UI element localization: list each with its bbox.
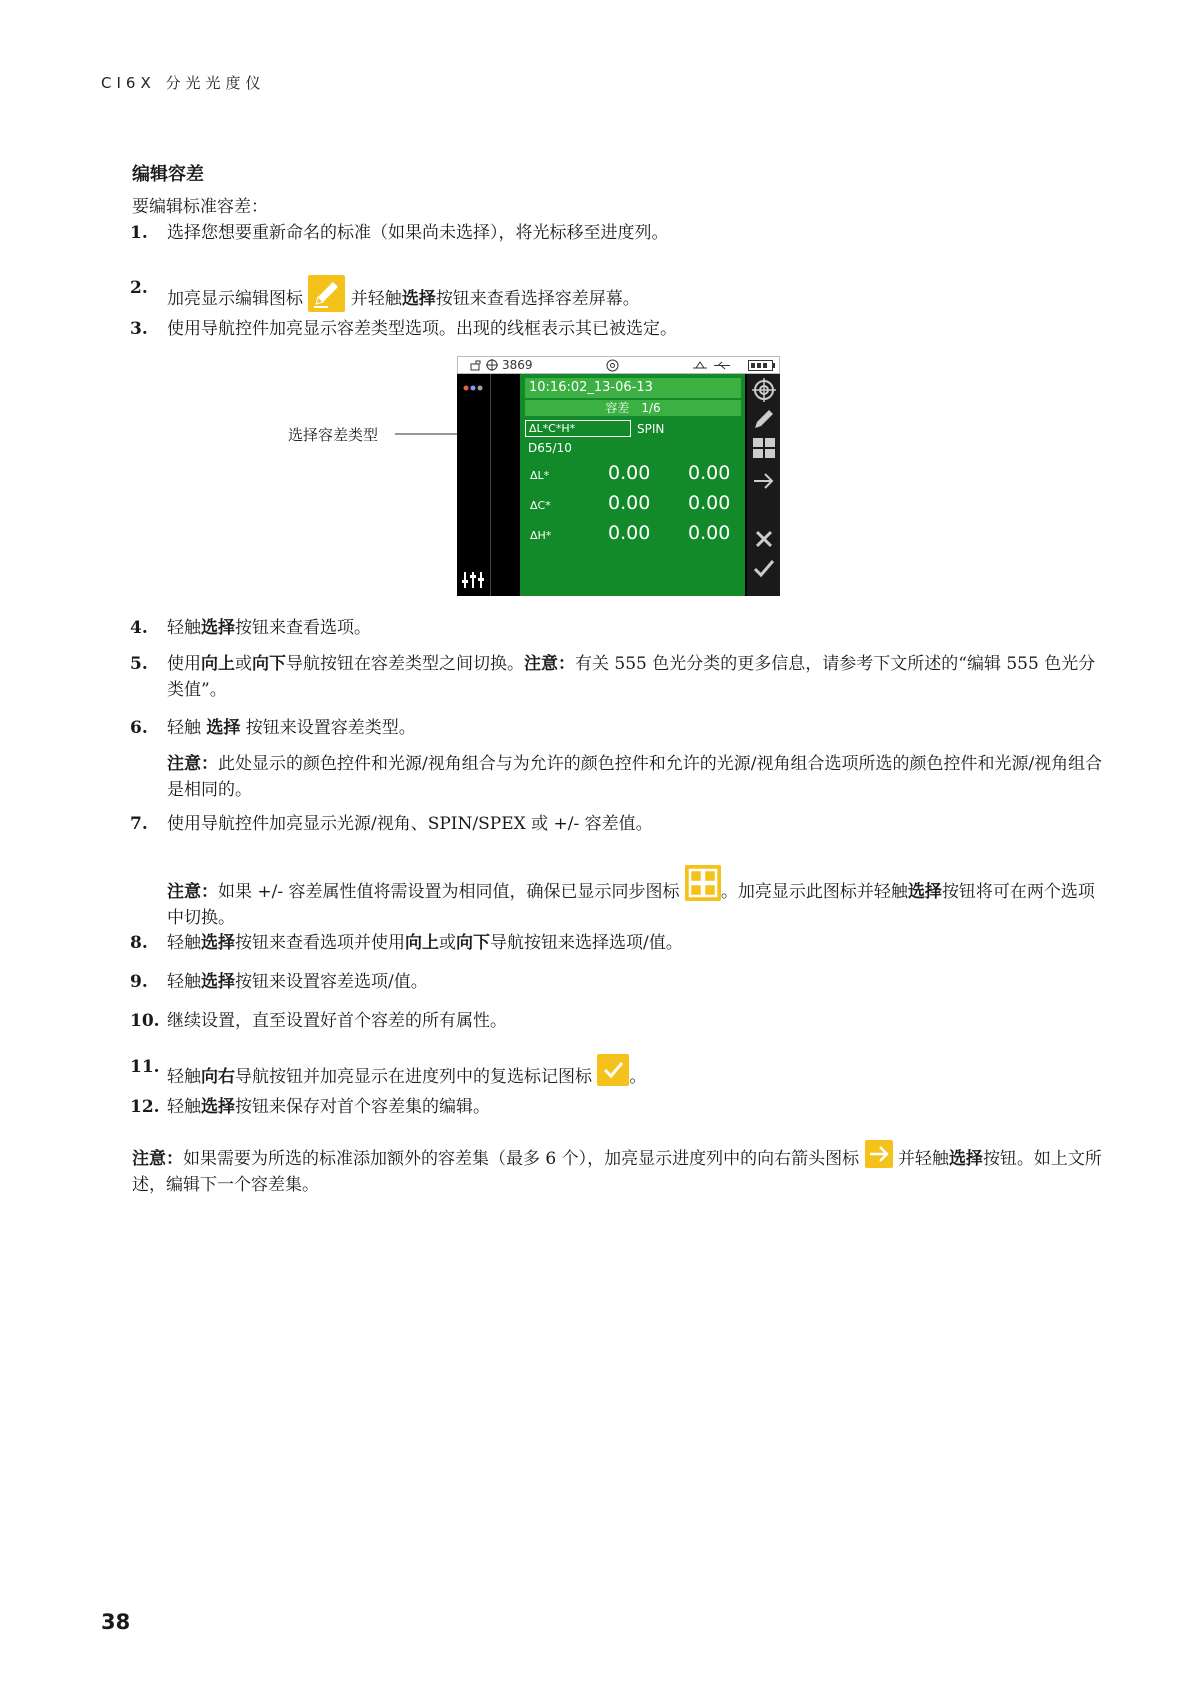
- status-id: 3869: [502, 358, 533, 372]
- section-title: 编辑容差: [132, 164, 204, 185]
- crosshair-icon: [486, 359, 498, 371]
- color-dots-icon: [463, 385, 485, 391]
- status-bar: [457, 356, 780, 374]
- left-column: [457, 374, 490, 596]
- step-number: 4.: [130, 618, 148, 638]
- step-text: 使用向上或向下导航按钮在容差类型之间切换。注意：有关 555 色光分类的更多信息，请参考下文所述的“编辑 555 色光分类值”。: [167, 654, 1096, 700]
- sliders-icon: [461, 570, 485, 590]
- final-note: 注意：如果需要为所选的标准添加额外的容差集（最多 6 个），加亮显示进度列中的向右箭头图标 并轻触选择按钮。如上文所述，编辑下一个容差集。: [132, 1140, 1107, 1198]
- unlock-icon: [470, 359, 482, 371]
- step-text: 轻触选择按钮来查看选项并使用向上或向下导航按钮来选择选项/值。: [167, 933, 683, 953]
- page-number: 38: [101, 1610, 131, 1634]
- checkmark-icon: [597, 1054, 629, 1086]
- battery-icon: [748, 360, 776, 371]
- step-text: 轻触选择按钮来保存对首个容差集的编辑。: [167, 1097, 490, 1117]
- row-label: ΔC*: [530, 499, 551, 512]
- edit-pencil-icon: [308, 275, 345, 312]
- step-text: 使用导航控件加亮显示光源/视角、SPIN/SPEX 或 +/- 容差值。: [167, 814, 653, 834]
- checkmark-icon[interactable]: [752, 558, 776, 578]
- step-number: 6.: [130, 718, 148, 738]
- running-header: CI6X 分光光度仪: [101, 74, 266, 92]
- right-toolbar: [747, 374, 780, 596]
- target-measure-icon[interactable]: [752, 378, 776, 402]
- usb-icon: [713, 360, 731, 371]
- sync-grid-icon: [685, 865, 721, 901]
- step-number: 12.: [130, 1097, 160, 1117]
- row-value: 0.00: [688, 492, 731, 514]
- step-number: 10.: [130, 1011, 160, 1031]
- note-6: 注意：此处显示的颜色控件和光源/视角组合与为允许的颜色控件和允许的光源/视角组合选项所选的颜色控件和光源/视角组合是相同的。: [167, 754, 1103, 800]
- progress-column: [490, 374, 521, 596]
- row-value: 0.00: [608, 522, 651, 544]
- step-text: 选择您想要重新命名的标准（如果尚未选择），将光标移至进度列。: [167, 223, 669, 243]
- tolerance-type-selection[interactable]: ΔL*C*H*: [525, 420, 631, 437]
- figure-callout-label: 选择容差类型: [288, 426, 379, 444]
- close-x-icon[interactable]: [754, 529, 774, 549]
- device-screen-figure: [457, 356, 780, 596]
- row-label: ΔL*: [530, 469, 550, 482]
- grid-icon[interactable]: [752, 437, 776, 459]
- step-text: 继续设置，直至设置好首个容差的所有属性。: [167, 1011, 507, 1031]
- target-icon: [606, 359, 619, 372]
- step-number: 8.: [130, 933, 148, 953]
- spin-label: SPIN: [637, 422, 665, 436]
- step-text: 轻触向右导航按钮并加亮显示在进度列中的复选标记图标 。: [167, 1054, 1200, 1090]
- illuminant-label: D65/10: [528, 441, 572, 455]
- row-value: 0.00: [608, 462, 651, 484]
- step-text: 轻触选择按钮来查看选项。: [167, 618, 371, 638]
- tolerance-count-bar: 容差 1/6: [525, 400, 741, 416]
- step-number: 11.: [130, 1057, 160, 1077]
- step-text: 加亮显示编辑图标 并轻触选择按钮来查看选择容差屏幕。: [167, 275, 1200, 312]
- intro-text: 要编辑标准容差：: [132, 197, 268, 217]
- tolerance-panel: [520, 374, 745, 596]
- arrow-right-icon: [865, 1140, 893, 1168]
- step-text: 轻触 选择 按钮来设置容差类型。: [167, 718, 416, 738]
- timestamp-bar: 10:16:02_13-06-13: [525, 378, 741, 398]
- step-text: 使用导航控件加亮显示容差类型选项。出现的线框表示其已被选定。: [167, 319, 677, 339]
- note-7: 注意：如果 +/- 容差属性值将需设置为相同值，确保已显示同步图标 。加亮显示此图标并轻触选择按钮将可在两个选项中切换。: [167, 865, 1107, 931]
- step-number: 7.: [130, 814, 148, 834]
- edit-pencil-icon[interactable]: [752, 407, 776, 431]
- step-number: 1.: [130, 223, 148, 243]
- arrow-right-icon[interactable]: [752, 471, 776, 491]
- row-value: 0.00: [688, 522, 731, 544]
- step-number: 9.: [130, 972, 148, 992]
- row-value: 0.00: [688, 462, 731, 484]
- step-text: 轻触选择按钮来设置容差选项/值。: [167, 972, 428, 992]
- step-number: 2.: [130, 278, 148, 298]
- row-label: ΔH*: [530, 529, 552, 542]
- step-number: 5.: [130, 654, 148, 674]
- step-number: 3.: [130, 319, 148, 339]
- row-value: 0.00: [608, 492, 651, 514]
- docking-icon: [692, 360, 708, 371]
